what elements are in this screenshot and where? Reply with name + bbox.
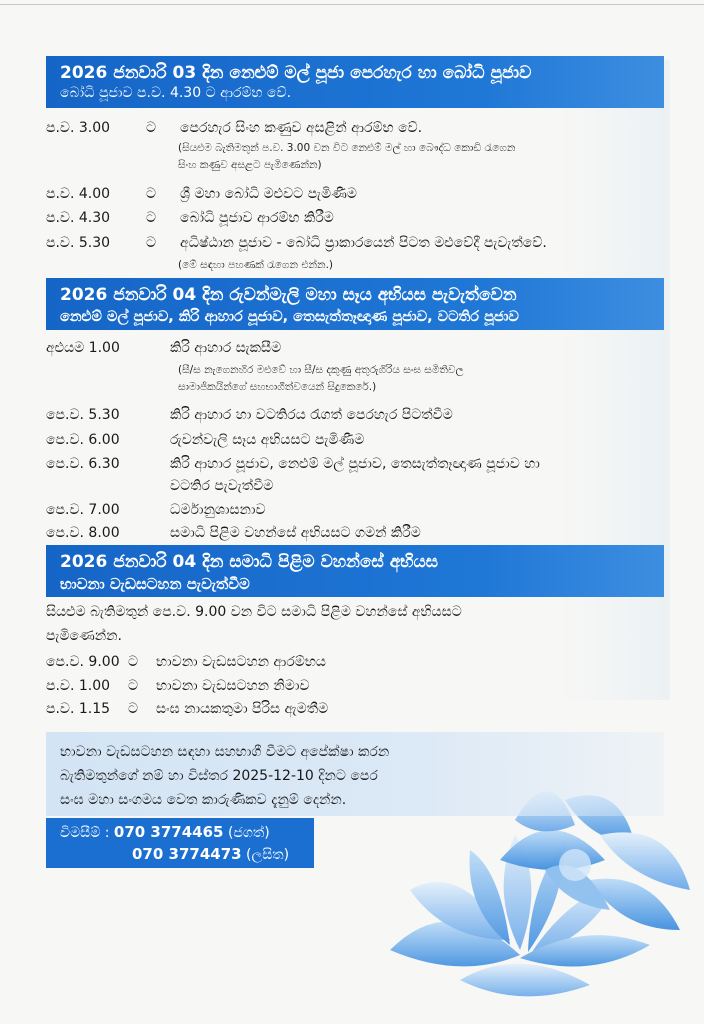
row-time: ප.ව. 3.00	[46, 120, 111, 136]
section1-note1-line2: සිංහ කණුව අසළට පැමිණෙන්න)	[178, 159, 322, 171]
row-desc: ධර්මානුශාසනාව	[170, 502, 266, 518]
section1-subtitle: බෝධි පූජාව ප.ව. 4.30 ට ආරම්භ වේ.	[60, 85, 292, 101]
contact-phone-1[interactable]: 070 3774465	[113, 823, 224, 841]
section3-title-line1: 2026 ජනවාරි 04 දින සමාධි පිළිම වහන්සේ අභියස	[60, 552, 438, 572]
row-desc: භාවනා වැඩසටහන ආරම්භය	[156, 654, 326, 670]
contact-label: විමසීම් :	[60, 825, 110, 841]
contact-name-1: (ජගත්)	[227, 825, 270, 841]
row-desc: බෝධි පූජාව ආරම්භ කිරීම	[180, 210, 334, 226]
row-mark: ට	[128, 654, 139, 670]
contact-line-2	[60, 844, 300, 866]
section3-intro	[46, 600, 666, 648]
notice-line1: භාවනා වැඩසටහන සඳහා සහභාගී වීමට අපේක්ෂා කරන	[60, 744, 390, 760]
section2-title-line2: නෙළුම් මල් පූජාව, කිරි ආහාර පූජාව, තෙසැත්තෑඥාණ පූජාව, වටතිර පූජාව	[60, 309, 519, 325]
section3-banner	[46, 545, 664, 597]
row-mark: ට	[128, 678, 139, 694]
row-mark: ට	[146, 235, 157, 251]
scan-top-edge	[0, 4, 704, 5]
notice-line3: සංඝ මහා සංගමය වෙත කාරුණිකව දැනුම් දෙන්න.	[60, 792, 347, 808]
registration-notice	[46, 732, 664, 816]
row-desc: කිරි ආහාර හා වටතිරය රැගත් පෙරහැර පිටත්වීම	[170, 407, 453, 423]
row-desc: ශ්‍රී මහා බෝධි මළුවට පැමිණීම	[180, 186, 357, 202]
row-mark: ට	[146, 186, 157, 202]
row-time: පෙ.ව. 6.00	[46, 432, 120, 448]
section3-title-line2: භාවනා වැඩසටහන පැවැත්වීම	[60, 575, 250, 593]
row-desc: කිරි ආහාර පූජාව, නෙළුම් මල් පූජාව, තෙසැත්තෑඥාණ පූජාව හා	[170, 456, 540, 472]
row-time: අළුයම 1.00	[46, 340, 120, 356]
row-desc: සමාධි පිළිම වහන්සේ අභියසට ගමන් කිරීම	[170, 525, 421, 541]
row-desc: අධිෂ්ඨාන පූජාව - බෝධි ප්‍රාකාරයෙන් පිටත මළුවේදී පැවැත්වේ.	[180, 235, 547, 251]
section2-note-line2: සාමාජිකයින්ගේ සහභාගීත්වයෙන් සිදුකෙරේ.)	[178, 381, 377, 393]
section2-banner	[46, 278, 664, 330]
row-time: ප.ව. 1.15	[46, 701, 111, 717]
row-time: පෙ.ව. 5.30	[46, 407, 120, 423]
row-time: ප.ව. 1.00	[46, 678, 111, 694]
section1-title: 2026 ජනවාරි 03 දින නෙළුම් මල් පූජා පෙරහැර හා බෝධි පූජාව	[60, 63, 532, 83]
section1-banner	[46, 56, 664, 108]
row-desc: වටතිර පැවැත්වීම	[170, 478, 274, 494]
row-mark: ට	[146, 210, 157, 226]
row-desc: කිරි ආහාර සැකසීම	[170, 340, 282, 356]
row-desc: පෙරහැර සිංහ කණුව අසළින් ආරම්භ වේ.	[180, 120, 423, 136]
row-time: පෙ.ව. 8.00	[46, 525, 120, 541]
notice-line2: බැතිමතුන්ගේ නම් හා විස්තර 2025-12-10 දිනට පෙර	[60, 768, 378, 784]
section2-title-line1: 2026 ජනවාරි 04 දින රුවන්මැලි මහා සෑය අභියස පැවැත්වෙන	[60, 285, 517, 305]
row-time: ප.ව. 5.30	[46, 235, 111, 251]
contact-line-1	[60, 822, 300, 844]
row-time: පෙ.ව. 9.00	[46, 654, 120, 670]
row-mark: ට	[146, 120, 157, 136]
section1-note2: (මේ සඳහා පහණක් රැගෙන එන්න.)	[178, 259, 334, 271]
row-time: පෙ.ව. 6.30	[46, 456, 120, 472]
contact-name-2: (ලසිත)	[246, 847, 290, 863]
row-desc: රුවන්වැලි සෑය අභියසට පැමිණීම	[170, 432, 365, 448]
section3-intro-line2: පැමිණෙන්න.	[46, 628, 122, 644]
row-time: ප.ව. 4.30	[46, 210, 111, 226]
row-desc: භාවනා වැඩසටහන නිමාව	[156, 678, 310, 694]
section1-note1-line1: (සියළුම බැතිමතුන් ප.ව. 3.00 වන විට නෙළුම් මල් හා බෞද්ධ කොඩි රැගෙන	[178, 142, 516, 154]
section2-note-line1: (සී/ස නැගෙනහිර මළුවේ හා සී/ස දකුණු අතුරුගිරිය සංඝ සමිතිවල	[178, 364, 464, 376]
row-time: ප.ව. 4.00	[46, 186, 111, 202]
contact-phone-2[interactable]: 070 3774473	[132, 845, 242, 863]
row-mark: ට	[128, 701, 139, 717]
section3-intro-line1: සියළුම බැතිමතුන් පෙ.ව. 9.00 වන විට සමාධි පිළිම වහන්සේ අභියසට	[46, 604, 462, 620]
row-desc: සංඝ නායකතුමා පිරිස ඇමතීම	[156, 701, 329, 717]
row-time: පෙ.ව. 7.00	[46, 502, 120, 518]
contact-box	[46, 818, 314, 868]
